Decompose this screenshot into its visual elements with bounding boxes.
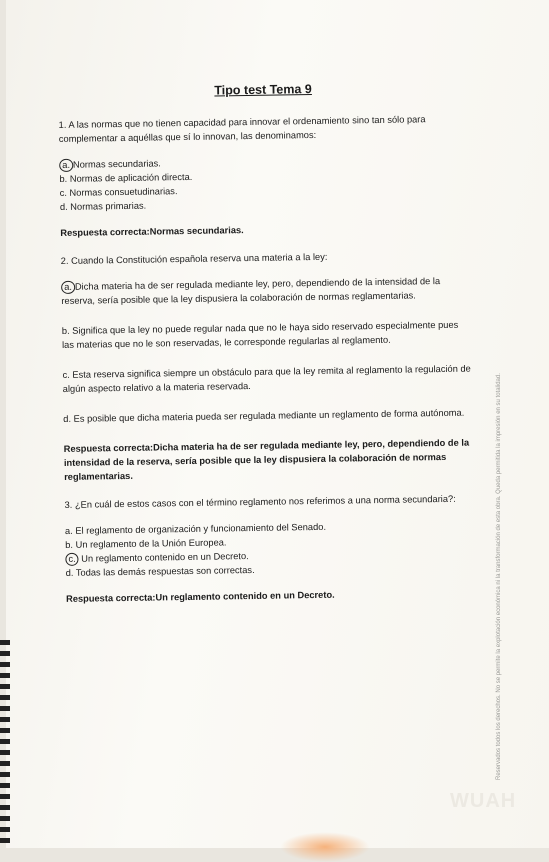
option-text: Todas las demás respuestas son correctas. — [75, 564, 255, 578]
spiral-binding — [0, 640, 10, 848]
option-letter: d. — [63, 413, 72, 424]
option-2b — [62, 318, 472, 352]
option-2d — [63, 406, 473, 426]
option-letter: c. — [62, 369, 70, 380]
option-2c — [62, 362, 472, 396]
option-text: El reglamento de organización y funcionamiento del Senado. — [75, 521, 327, 536]
option-text: Un reglamento contenido en un Decreto. — [81, 551, 249, 564]
question-1-options — [59, 152, 470, 214]
answer-2: Respuesta correcta:Dicha materia ha de ser regulada mediante ley, pero, dependiendo de la intensidad de la reserva, sería posible que la ley dispusiera la colaboración de normas reglamentarias. — [63, 437, 470, 482]
option-text: Normas primarias. — [70, 200, 147, 212]
option-letter: b. — [61, 325, 70, 336]
option-letter: b. — [59, 173, 68, 184]
option-letter-circled: a. — [59, 159, 73, 172]
option-letter: d. — [65, 567, 74, 578]
question-1: 1. A las normas que no tienen capacidad para innovar el ordenamiento sino tan sólo para complementar a aquéllas que sí lo innovan, las denominamos: — [58, 114, 426, 144]
answer-1: Respuesta correcta:Normas secundarias. — [60, 225, 244, 238]
page-title: Tipo test Tema 9 — [214, 82, 312, 98]
question-2: 2. Cuando la Constitución española reserva una materia a la ley: — [60, 251, 328, 266]
option-text: Es posible que dicha materia pueda ser regulada mediante un reglamento de forma autónoma. — [73, 407, 465, 424]
option-2a — [61, 274, 471, 308]
option-text: Normas consuetudinarias. — [69, 186, 178, 198]
option-letter-circled: a. — [61, 281, 75, 294]
option-letter-circled: c. — [65, 553, 78, 566]
option-text: Un reglamento de la Unión Europea. — [75, 537, 227, 550]
answer-3: Respuesta correcta:Un reglamento contenido en un Decreto. — [65, 589, 335, 604]
watermark-logo: WUAH — [450, 790, 517, 812]
option-letter: c. — [59, 187, 67, 198]
option-text: Normas de aplicación directa. — [69, 171, 193, 184]
question-3: 3. ¿En cuál de estos casos con el término reglamento nos referimos a una norma secundaria?: — [64, 493, 456, 510]
orange-mark — [280, 832, 370, 862]
option-text: Significa que la ley no puede regular nada que no le haya sido reservado especialmente pues las materias que no le son reservadas, le corresponde regularlas al reglamento. — [61, 319, 459, 350]
copyright-side-note: Reservados todos los derechos. No se permite la explotación económica ni la transformación de esta obra. Queda permitida la impresión en su totalidad. — [496, 373, 502, 780]
option-letter: a. — [64, 525, 73, 536]
question-3-options — [65, 518, 476, 580]
option-text: Esta reserva significa siempre un obstáculo para que la ley remita al reglamento la regulación de algún aspecto relativo a la materia reservada. — [62, 363, 471, 394]
document-body — [58, 80, 476, 620]
option-text: Dicha materia ha de ser regulada mediante ley, pero, dependiendo de la intensidad de la reserva, sería posible que la ley dispusiera la colaboración de normas reglamentarias. — [61, 276, 441, 306]
option-text: Normas secundarias. — [72, 158, 161, 170]
option-letter: d. — [59, 201, 68, 212]
option-letter: b. — [65, 539, 74, 550]
